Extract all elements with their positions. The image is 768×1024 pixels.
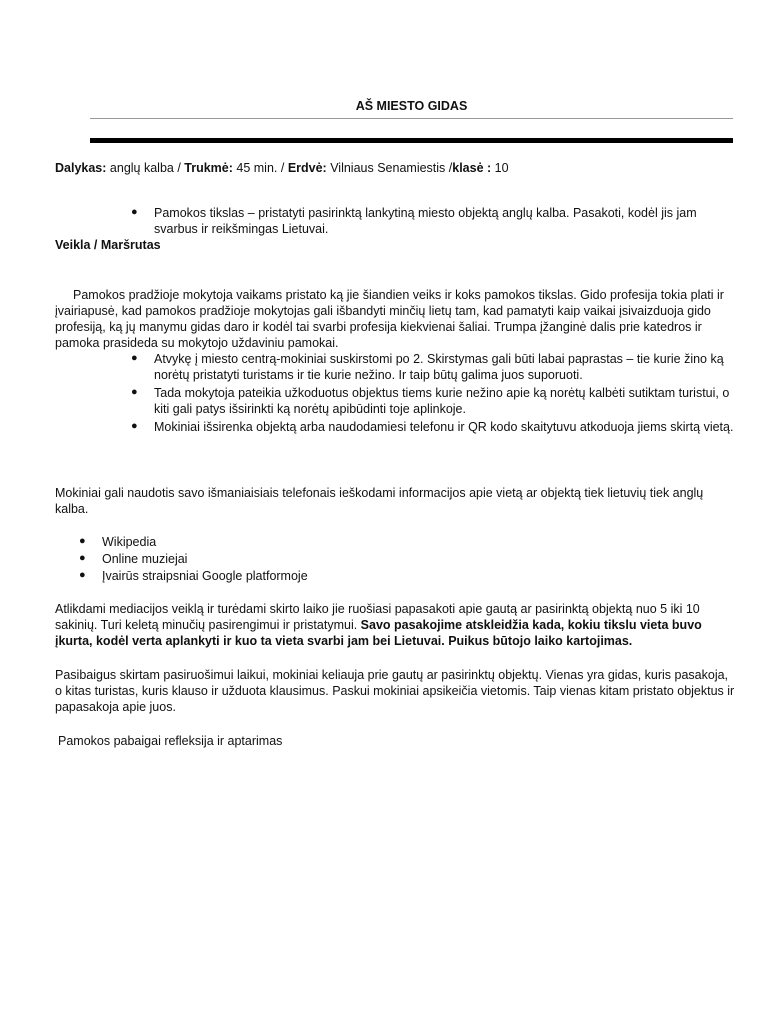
closing-paragraph: Pasibaigus skirtam pasiruošimui laikui, mokiniai keliauja prie gautų ar pasirinktų objektų. Vienas yra gidas, kuris pasakoja, o kitas turistas, kuris klauso ir užduota klausimus. Paskui mokiniai apsikeičia vietomis. Taip vienas kitam pristato objektus ir papasakoja apie juos.: [55, 668, 735, 714]
bullet-icon: ●: [131, 386, 138, 398]
bullet-icon: ●: [131, 352, 138, 364]
step-item: Mokiniai išsirenka objektą arba naudodamiesi telefonu ir QR kodo skaitytuvu atkoduoja jiems skirtą vietą.: [154, 420, 734, 434]
mediation-bold-text: Savo pasakojime atskleidžia kada, kokiu tikslu vieta buvo įkurta, kodėl verta aplankyti ir kuo ta vieta svarbi jam bei Lietuvai. Puikus būtojo laiko kartojimas.: [55, 618, 702, 648]
phones-paragraph: Mokiniai gali naudotis savo išmaniaisiais telefonais ieškodami informacijos apie vietą ar objektą tiek lietuvių tiek anglų kalba.: [55, 486, 704, 516]
intro-paragraph: Pamokos pradžioje mokytoja vaikams pristato ką jie šiandien veiks ir koks pamokos tikslas. Gido profesija tokia plati ir įvairiapusė, kad pamokos pradžioje mokytojas gali išbandyti minčių lietų tam, kad pamatyti kaip vaikai įsivaizduoja gido profesiją, ką jų manymu gidas daro ir kodėl tai svarbi profesija kiekvienai šaliai. Trumpa įžanginė dalis prie katedros ir pamoka prasideda su mokytojo uždaviniu pamokai.: [55, 288, 724, 350]
source-item: Online muziejai: [102, 552, 188, 566]
grade-value: 10: [491, 161, 509, 175]
lesson-meta: [55, 160, 745, 176]
bullet-icon: ●: [79, 552, 86, 564]
bullet-icon: ●: [131, 206, 138, 218]
subject-value: anglų kalba /: [106, 161, 185, 175]
subject-label: Dalykas:: [55, 161, 107, 175]
title-divider-thick: [90, 138, 733, 143]
grade-label: klasė :: [452, 161, 492, 175]
duration-value: 45 min. /: [232, 161, 288, 175]
title-divider-thin: [90, 118, 733, 119]
space-label: Erdvė:: [287, 161, 327, 175]
duration-label: Trukmė:: [184, 161, 233, 175]
bullet-icon: ●: [131, 420, 138, 432]
section-heading: Veikla / Maršrutas: [55, 238, 161, 252]
reflection-line: Pamokos pabaigai refleksija ir aptarimas: [58, 734, 283, 748]
source-item: Įvairūs straipsniai Google platformoje: [102, 569, 308, 583]
mediation-text: Atlikdami mediacijos veiklą ir turėdami skirto laiko jie ruošiasi papasakoti apie gautą ar pasirinktą objektą nuo 5 iki 10 sakinių. Turi keletą minučių pasirengimui ir pristatymui.: [55, 602, 700, 632]
page-title: AŠ MIESTO GIDAS: [355, 99, 468, 113]
space-value: Vilniaus Senamiestis /: [326, 161, 453, 175]
mediation-paragraph: [55, 601, 735, 649]
lesson-goal: Pamokos tikslas – pristatyti pasirinktą lankytiną miesto objektą anglų kalba. Pasakoti, kodėl jis jam svarbus ir reikšmingas Lietuvai.: [154, 206, 697, 236]
step-item: Atvykę į miesto centrą-mokiniai suskirstomi po 2. Skirstymas gali būti labai paprastas – tie kurie žino ką norėtų pristatyti turistams ir tie kurie nežino. Ir taip būtų galima juos suporuoti.: [154, 352, 724, 382]
step-item: Tada mokytoja pateikia užkoduotus objektus tiems kurie nežino apie ką norėtų kalbėti sutiktam turistui, o kiti gali patys išsirinkti ką norėtų apibūdinti toje aplinkoje.: [154, 386, 730, 416]
bullet-icon: ●: [79, 535, 86, 547]
bullet-icon: ●: [79, 569, 86, 581]
source-item: Wikipedia: [102, 535, 157, 549]
